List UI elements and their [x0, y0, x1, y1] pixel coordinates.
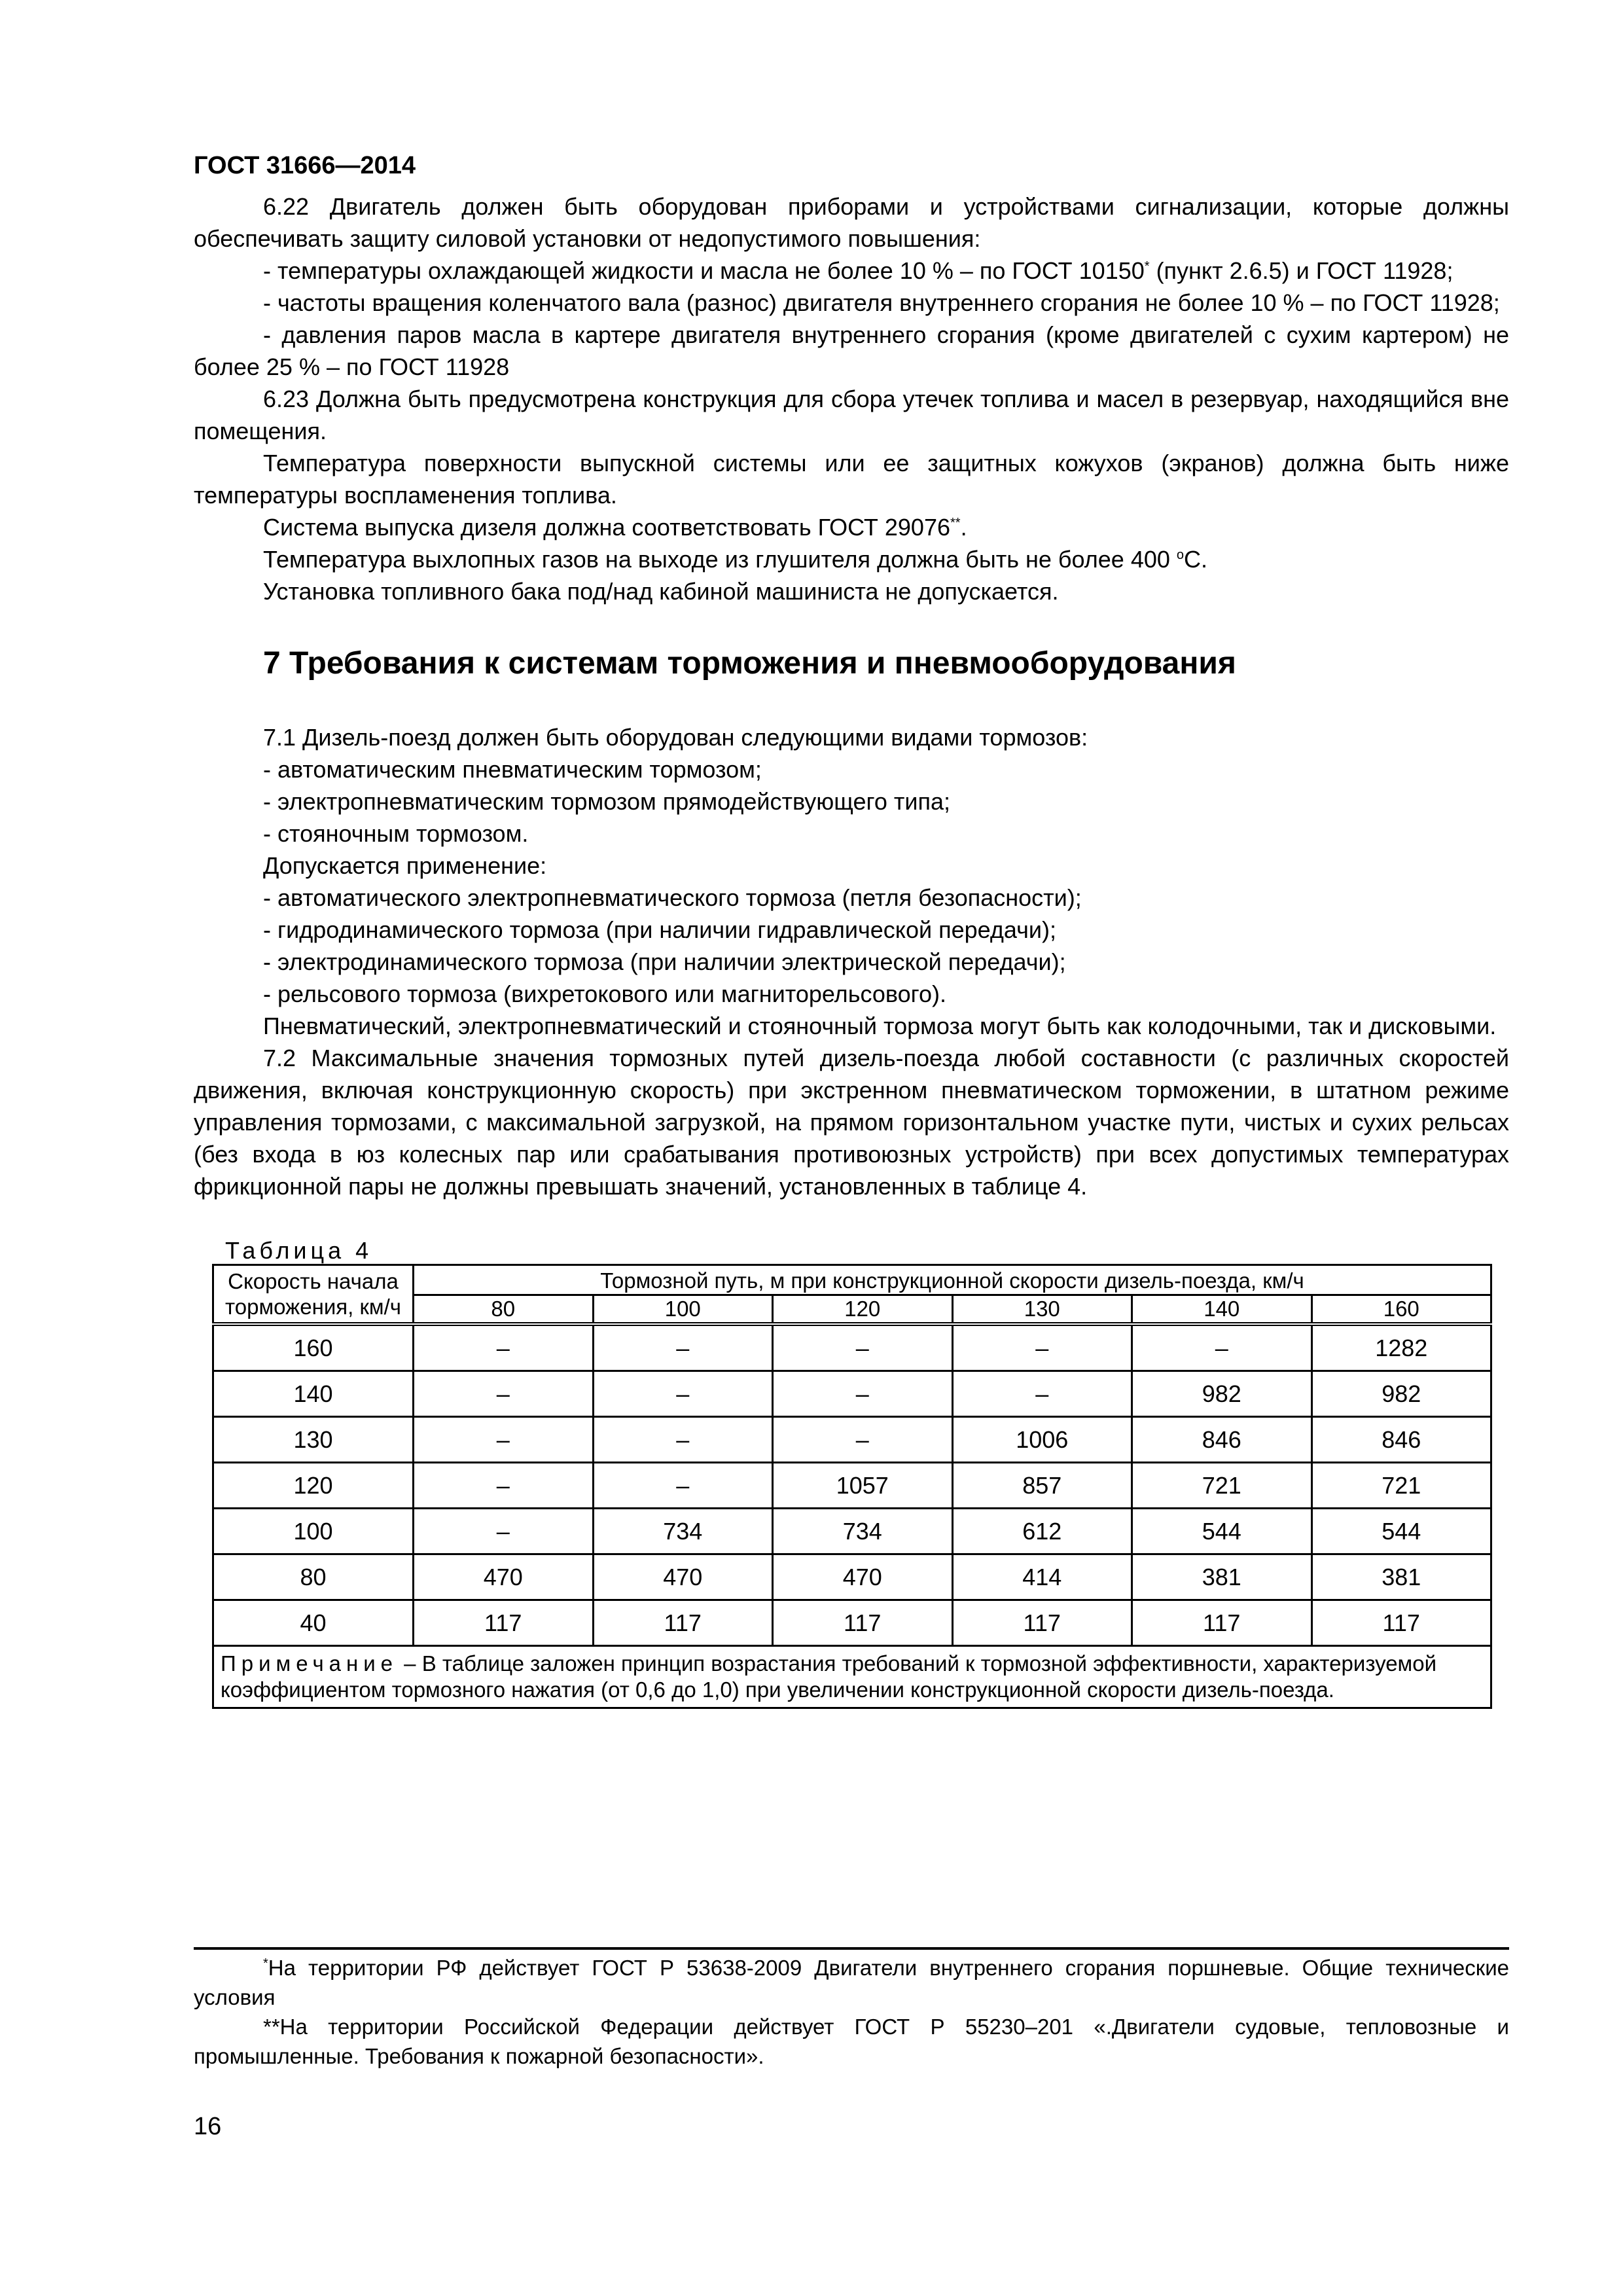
table-cell: 117 [414, 1600, 594, 1646]
list-item-temperature-text: - температуры охлаждающей жидкости и масла не более 10 % – по ГОСТ 10150 [263, 257, 1145, 284]
table-cell: 117 [1132, 1600, 1312, 1646]
row-speed-cell: 120 [213, 1463, 414, 1509]
column-header-speed: Скорость начала торможения, км/ч [213, 1265, 414, 1325]
table-cell: 117 [773, 1600, 953, 1646]
table-row [213, 1600, 1491, 1646]
paragraph-gas-text: Температура выхлопных газов на выходе из глушителя должна быть не более 400 [263, 546, 1177, 573]
footnote-divider [194, 1947, 1509, 1950]
table-cell: 721 [1132, 1463, 1312, 1509]
list-item: - автоматического электропневматического тормоза (петля безопасности); [263, 884, 1082, 911]
table-cell: – [1132, 1324, 1312, 1371]
page-number: 16 [194, 2113, 222, 2140]
paragraph-exhaust-end: . [960, 514, 967, 541]
table-cell: 117 [952, 1600, 1132, 1646]
paragraph-allowed: Допускается применение: [263, 852, 547, 879]
table-cell: 470 [773, 1554, 953, 1600]
paragraph-brake-types: Пневматический, электропневматический и стояночный тормоза могут быть как колодочными, так и дисковыми. [263, 1013, 1497, 1039]
table-cell: – [773, 1371, 953, 1417]
table-cell: 470 [593, 1554, 773, 1600]
table-note-label: Примечание [221, 1651, 399, 1676]
table-cell: 721 [1311, 1463, 1491, 1509]
paragraph-surface-temp: Температура поверхности выпускной системы или ее защитных кожухов (экранов) должна быть ниже температуры воспламенения топлива. [194, 450, 1509, 509]
table-row [213, 1324, 1491, 1371]
list-item: - рельсового тормоза (вихретокового или магниторельсового). [263, 980, 946, 1007]
table-cell: – [773, 1417, 953, 1463]
table-cell: 381 [1132, 1554, 1312, 1600]
paragraph-6-23: 6.23 Должна быть предусмотрена конструкция для сбора утечек топлива и масел в резервуар, находящийся вне помещения. [194, 386, 1509, 444]
table-cell: 381 [1311, 1554, 1491, 1600]
list-item: - автоматическим пневматическим тормозом; [263, 756, 762, 783]
list-item: - электропневматическим тормозом прямодействующего типа; [263, 788, 950, 815]
table-cell: – [414, 1463, 594, 1509]
column-header-design-speed: 100 [593, 1295, 773, 1324]
paragraph-6-22: 6.22 Двигатель должен быть оборудован приборами и устройствами сигнализации, которые должны обеспечивать защиту силовой установки от недопустимого повышения: [194, 193, 1509, 252]
footnote-1-text: На территории РФ действует ГОСТ Р 53638-2009 Двигатели внутреннего сгорания поршневые. Общие технические условия [194, 1956, 1509, 2009]
list-item: - стояночным тормозом. [263, 820, 529, 847]
paragraph-tank: Установка топливного бака под/над кабиной машиниста не допускается. [263, 578, 1059, 605]
row-speed-cell: 130 [213, 1417, 414, 1463]
table-cell: – [593, 1324, 773, 1371]
document-header: ГОСТ 31666—2014 [194, 152, 416, 179]
footnote-2: **На территории Российской Федерации действует ГОСТ Р 55230–201 «.Двигатели судовые, тепловозные и промышленные. Требования к пожарной безопасности». [194, 2015, 1509, 2068]
table-cell: 846 [1311, 1417, 1491, 1463]
table-cell: – [414, 1417, 594, 1463]
table-cell: 544 [1132, 1509, 1312, 1554]
paragraph-7-1: 7.1 Дизель-поезд должен быть оборудован следующими видами тормозов: [263, 724, 1088, 751]
column-header-design-speed: 80 [414, 1295, 594, 1324]
list-item-temperature [194, 255, 1509, 287]
column-header-braking-distance: Тормозной путь, м при конструкционной скорости дизель-поезда, км/ч [414, 1265, 1491, 1295]
table-cell: – [952, 1324, 1132, 1371]
table-cell: – [773, 1324, 953, 1371]
table-cell: 846 [1132, 1417, 1312, 1463]
table-row [213, 1509, 1491, 1554]
table-cell: 982 [1132, 1371, 1312, 1417]
row-speed-cell: 80 [213, 1554, 414, 1600]
table-cell: 982 [1311, 1371, 1491, 1417]
table-cell: 1057 [773, 1463, 953, 1509]
row-speed-cell: 140 [213, 1371, 414, 1417]
table-row [213, 1371, 1491, 1417]
list-item-rotation: - частоты вращения коленчатого вала (разнос) двигателя внутреннего сгорания не более 10 % – по ГОСТ 11928; [263, 289, 1500, 316]
table-cell: – [414, 1371, 594, 1417]
table-note-text: – В таблице заложен принцип возрастания требований к тормозной эффективности, характеризуемой коэффициентом тормозного нажатия (от 0,6 до 1,0) при увеличении конструкционной скорости дизель-поезда. [221, 1651, 1437, 1702]
paragraph-exhaust [194, 511, 1509, 543]
list-item-pressure: - давления паров масла в картере двигателя внутреннего сгорания (кроме двигателей с сухим картером) не более 25 % – по ГОСТ 11928 [194, 321, 1509, 380]
list-item-temperature-text-end: (пункт 2.6.5) и ГОСТ 11928; [1149, 257, 1454, 284]
footnote-mark: * [1144, 259, 1150, 274]
table-cell: 1282 [1311, 1324, 1491, 1371]
table-row [213, 1417, 1491, 1463]
paragraph-gas-end: С. [1184, 546, 1208, 573]
row-speed-cell: 160 [213, 1324, 414, 1371]
table-cell: – [593, 1417, 773, 1463]
row-speed-cell: 100 [213, 1509, 414, 1554]
column-header-design-speed: 130 [952, 1295, 1132, 1324]
table-cell: 117 [1311, 1600, 1491, 1646]
table-note [213, 1646, 1491, 1708]
column-header-design-speed: 140 [1132, 1295, 1312, 1324]
table-cell: – [593, 1463, 773, 1509]
table-cell: 734 [773, 1509, 953, 1554]
degree-mark: o [1176, 548, 1185, 562]
column-header-design-speed: 120 [773, 1295, 953, 1324]
table-cell: – [952, 1371, 1132, 1417]
table-cell: – [414, 1324, 594, 1371]
table-cell: 1006 [952, 1417, 1132, 1463]
paragraph-exhaust-text: Система выпуска дизеля должна соответствовать ГОСТ 29076 [263, 514, 950, 541]
list-item: - гидродинамического тормоза (при наличии гидравлической передачи); [263, 916, 1056, 943]
braking-distance-table [212, 1264, 1492, 1709]
document-page [194, 152, 1509, 1709]
table-cell: 414 [952, 1554, 1132, 1600]
column-header-design-speed: 160 [1311, 1295, 1491, 1324]
table-cell: 117 [593, 1600, 773, 1646]
table-row [213, 1463, 1491, 1509]
footnote-1 [194, 1953, 1509, 2012]
section-7-title: 7 Требования к системам торможения и пневмооборудования [263, 646, 1236, 681]
table-cell: 612 [952, 1509, 1132, 1554]
table-cell: 470 [414, 1554, 594, 1600]
paragraph-gas-temp [194, 543, 1509, 575]
table-row [213, 1554, 1491, 1600]
row-speed-cell: 40 [213, 1600, 414, 1646]
footnote-mark: ** [950, 516, 961, 530]
paragraph-7-2: 7.2 Максимальные значения тормозных путей дизель-поезда любой составности (с различных скоростей движения, включая конструкционную скорость) при экстренном пневматическом торможении, в штатном режиме управления тормозами, с максимальной загрузкой, на прямом горизонтальном участке пути, чистых и сухих рельсах (без входа в юз колесных пар или срабатывания противоюзных устройств) при всех допустимых температурах фрикционной пары не должны превышать значений, установленных в таблице 4. [194, 1045, 1509, 1200]
table-cell: – [414, 1509, 594, 1554]
table-cell: 544 [1311, 1509, 1491, 1554]
table-caption: Таблица 4 [225, 1237, 373, 1264]
table-cell: 734 [593, 1509, 773, 1554]
table-cell: – [593, 1371, 773, 1417]
footnotes [194, 1953, 1509, 2071]
footnote-mark: * [263, 1956, 268, 1971]
table-cell: 857 [952, 1463, 1132, 1509]
list-item: - электродинамического тормоза (при наличии электрической передачи); [263, 948, 1066, 975]
